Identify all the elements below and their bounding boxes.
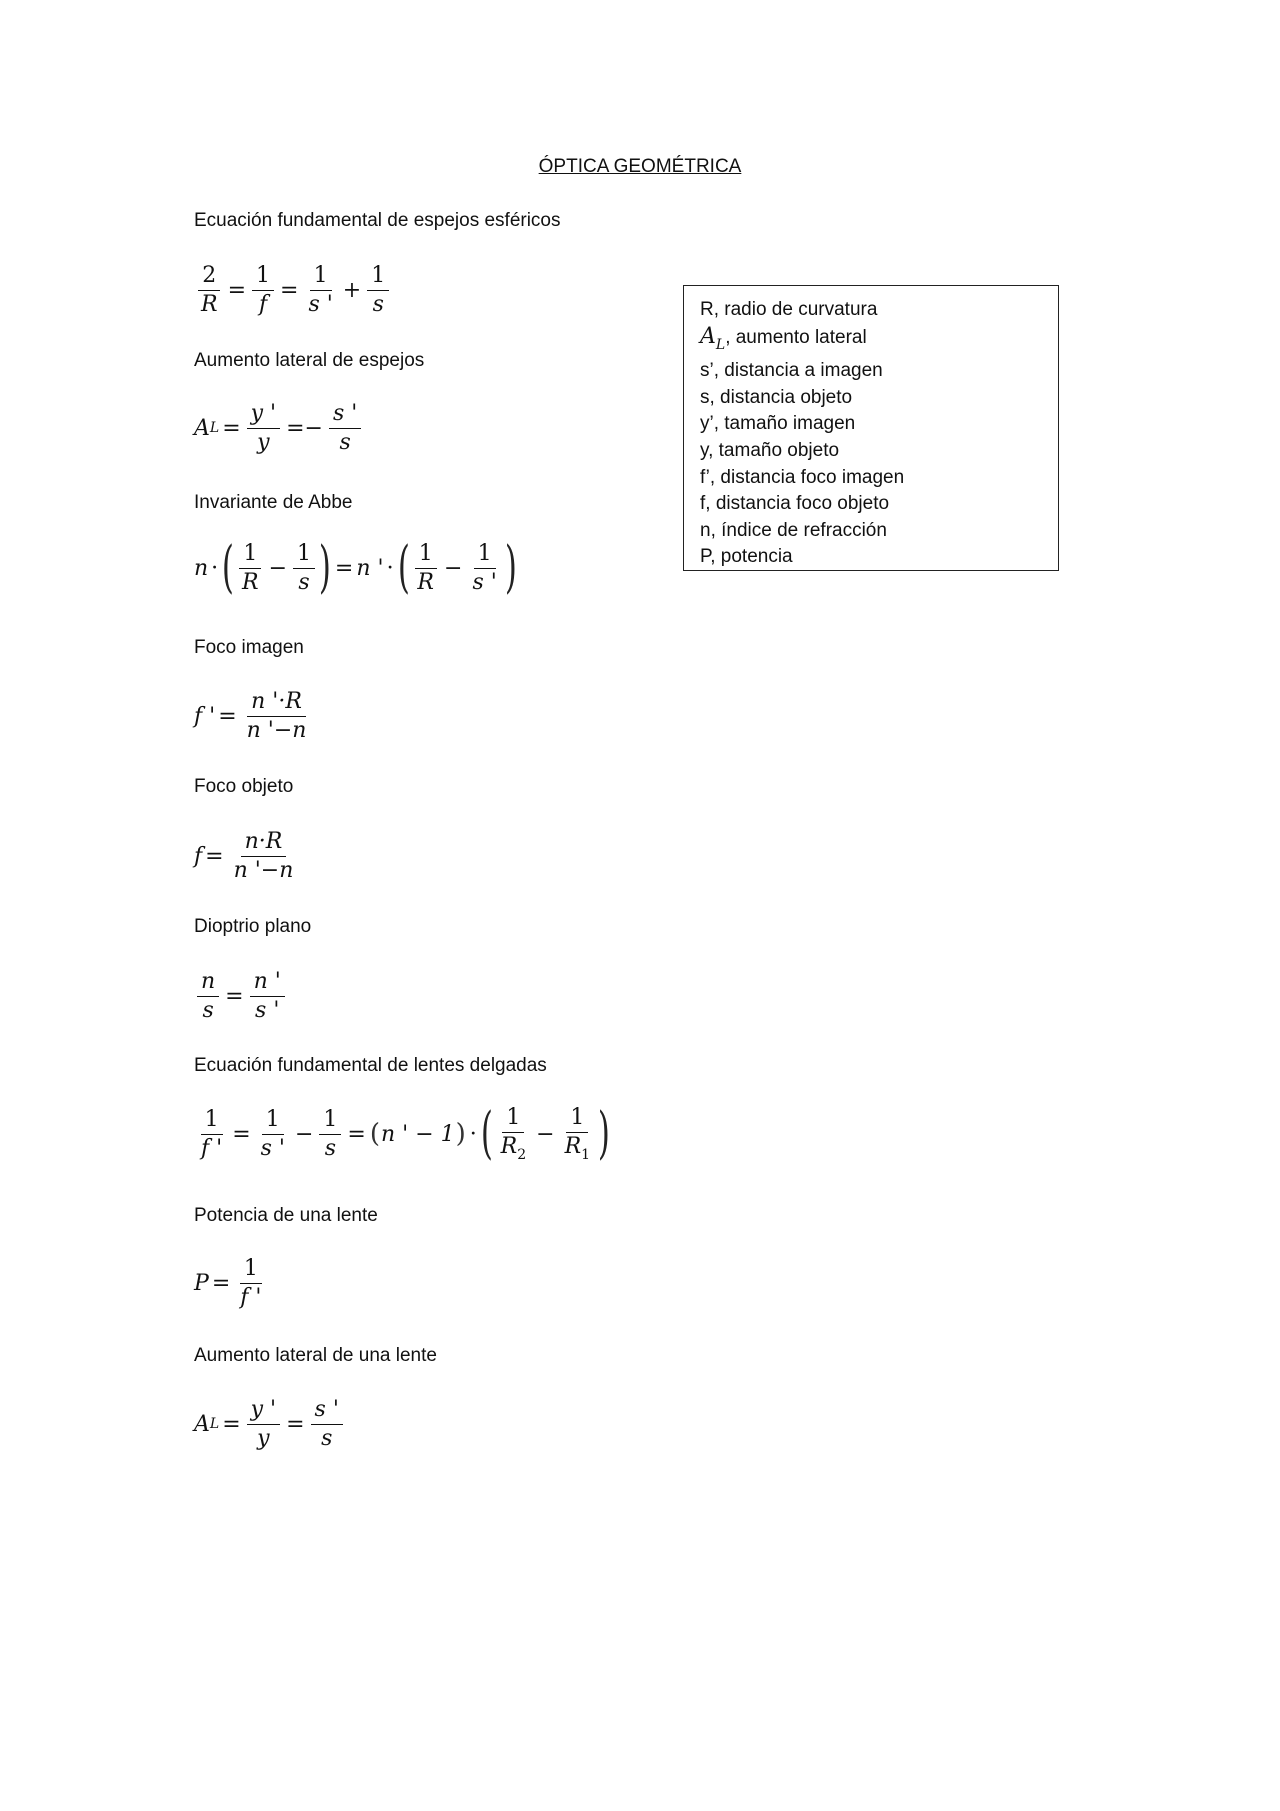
section-heading-lentes: Ecuación fundamental de lentes delgadas <box>194 1055 547 1076</box>
fraction: $\frac{1}{s '}$ <box>260 1107 285 1161</box>
fraction: $\frac{1}{s '}$ <box>308 263 333 317</box>
legend-item: n, índice de refracción <box>700 519 887 541</box>
fraction: $\frac{1}{s}$ <box>367 262 389 318</box>
section-heading-espejos: Ecuación fundamental de espejos esféricos <box>194 210 561 231</box>
legend-item: s, distancia objeto <box>700 386 853 408</box>
fraction: $\frac{1}{R_2}$ <box>500 1105 527 1163</box>
fraction: $\frac{n\cdot R}{n '-n}$ <box>233 829 294 883</box>
fraction: $\frac{1}{s}$ <box>293 540 315 596</box>
fraction: $\frac{1}{f '}$ <box>201 1107 223 1161</box>
legend-item: $A_L$, aumento lateral <box>700 323 867 353</box>
section-heading-dioptrio: Dioptrio plano <box>194 916 312 937</box>
fraction: $\frac{n '\cdot R}{n '-n}$ <box>246 689 307 743</box>
fraction: $\frac{y '}{y}$ <box>247 1396 280 1452</box>
section-heading-aumento-espejos: Aumento lateral de espejos <box>194 350 425 371</box>
equation-dioptrio-plano: $\frac{n}{s}$ = $\frac{n '}{s '}$ <box>194 968 288 1024</box>
fraction: $\frac{y '}{y}$ <box>247 400 280 456</box>
fraction: $\frac{1}{f}$ <box>252 262 274 318</box>
equation-aumento-espejos: A L = $\frac{y '}{y}$ =− $\frac{s '}{s}$ <box>194 400 364 456</box>
fraction: $\frac{1}{s '}$ <box>472 541 497 595</box>
section-heading-foco-imagen: Foco imagen <box>194 637 304 658</box>
legend-item: y’, tamaño imagen <box>700 413 856 435</box>
fraction: $\frac{1}{f '}$ <box>240 1256 262 1310</box>
fraction: $\frac{2}{R}$ <box>197 262 222 318</box>
section-heading-aumento-lente: Aumento lateral de una lente <box>194 1345 437 1366</box>
equation-invariante-abbe: n · ( $\frac{1}{R}$ − $\frac{1}{s}$ ) = n ' · ( $\frac{1}{R}$ − $\frac{1}{s '}$ ) <box>194 535 517 600</box>
fraction: $\frac{s '}{s}$ <box>329 400 361 456</box>
fraction: $\frac{1}{R}$ <box>238 540 263 596</box>
fraction: $\frac{n '}{s '}$ <box>250 968 285 1024</box>
equation-aumento-lente: A L = $\frac{y '}{y}$ = $\frac{s '}{s}$ <box>194 1396 346 1452</box>
equation-lentes-delgadas: $\frac{1}{f '}$ = $\frac{1}{s '}$ − $\frac{1}{s}$ = ( n ' − 1 ) · ( $\frac{1}{R_2}$ − $\frac{1}{R_1}$ ) <box>194 1104 611 1164</box>
page-title: ÓPTICA GEOMÉTRICA <box>538 156 742 177</box>
equation-potencia: P = $\frac{1}{f '}$ <box>194 1255 268 1311</box>
legend-item: R, radio de curvatura <box>700 299 878 320</box>
fraction: $\frac{n}{s}$ <box>197 968 219 1024</box>
section-heading-potencia: Potencia de una lente <box>194 1205 378 1226</box>
fraction: $\frac{1}{R}$ <box>413 540 438 596</box>
legend-item: f, distancia foco objeto <box>700 493 890 515</box>
legend-item: P, potencia <box>700 546 793 568</box>
legend-item: s’, distancia a imagen <box>700 360 883 382</box>
section-heading-foco-objeto: Foco objeto <box>194 776 294 797</box>
legend-item: f’, distancia foco imagen <box>700 466 905 488</box>
fraction: $\frac{1}{R_1}$ <box>564 1105 591 1163</box>
section-heading-abbe: Invariante de Abbe <box>194 492 353 513</box>
legend-item: y, tamaño objeto <box>700 439 840 461</box>
equation-foco-objeto: f = $\frac{n\cdot R}{n '-n}$ <box>194 828 300 884</box>
equation-foco-imagen: f ' = $\frac{n '\cdot R}{n '-n}$ <box>194 688 313 744</box>
symbol-legend-box <box>683 285 1059 571</box>
fraction: $\frac{1}{s}$ <box>319 1106 341 1162</box>
fraction: $\frac{s '}{s}$ <box>311 1396 343 1452</box>
equation-espejos-esfericos: $\frac{2}{R}$ = $\frac{1}{f}$ = $\frac{1}{s '}$ + $\frac{1}{s}$ <box>194 262 392 318</box>
